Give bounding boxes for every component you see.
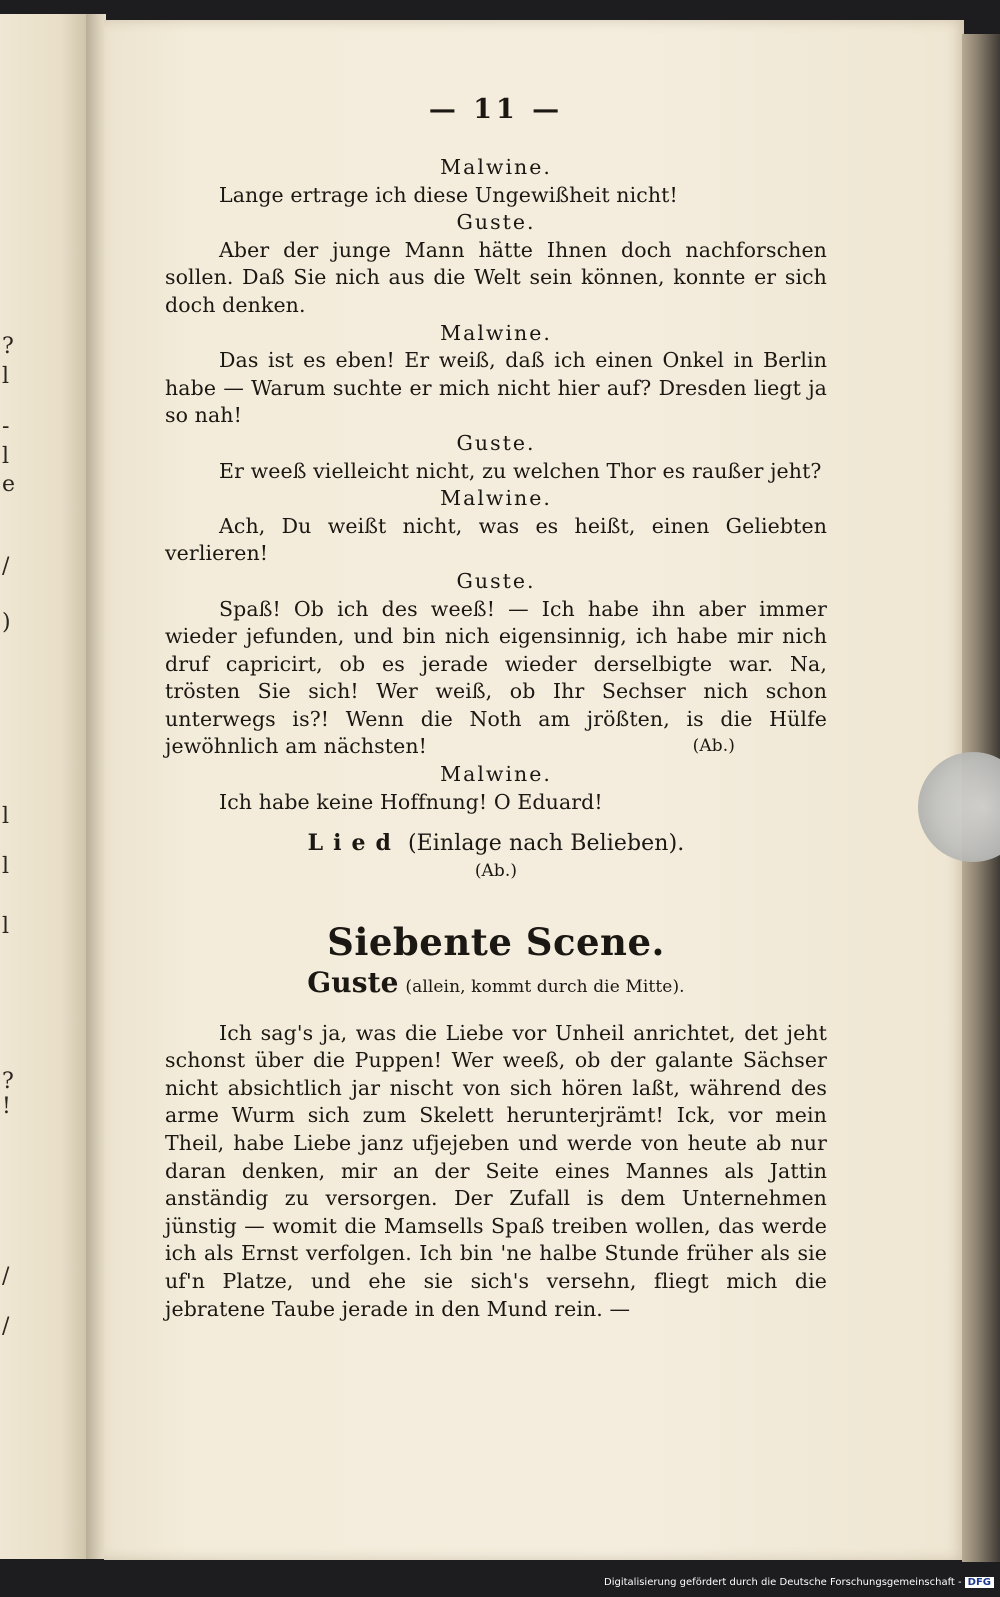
dialogue-text: Das ist es eben! Er weiß, daß ich einen Onkel in Berlin habe — Warum suchte er mich nicht hier auf? Dresden liegt ja so nah! [165,348,827,428]
footer-text: Digitalisierung gefördert durch die Deutsche Forschungsgemeinschaft - [604,1577,962,1588]
dialogue-text-content: Spaß! Ob ich des weeß! — Ich habe ihn aber immer wieder jefunden, und bin nich eigensinnig, ich habe mir nich druf capricirt, ob es jerade wieder derselbigte war. Na, trösten Sie sich! Wer weiß, ob Ihr Sechser nich schon unterwegs is?! Wenn die Noth am jrößten, is die Hülfe jewöhnlich am nächsten! [165,596,827,759]
margin-char: ) [2,610,11,635]
song-heading: Lied [307,830,401,857]
margin-char: ? [2,1069,14,1094]
left-page [0,14,88,1559]
speaker-name: Guste. [456,210,536,235]
margin-char: l [2,364,10,389]
dialogue-text: Ach, Du weißt nicht, was es heißt, einen Geliebten verlieren! [165,513,827,566]
margin-char: l [2,444,10,469]
dialogue-text [165,596,827,762]
margin-char: / [2,554,10,579]
speaker-name: Malwine. [440,762,552,787]
speaker-name: Malwine. [440,320,552,345]
margin-char: / [2,1264,10,1289]
footer-credit [600,1577,994,1593]
speaker-name: Malwine. [440,155,552,179]
stage-direction: (Ab.) [474,860,518,881]
scene-character: Guste [307,966,399,1000]
dialogue-text: Lange ertrage ich diese Ungewißheit nicht! [219,182,678,207]
song-line [165,830,827,858]
scene-direction: (allein, kommt durch die Mitte). [405,977,685,998]
margin-char: ? [2,334,14,359]
dialogue-text: Ich habe keine Hoffnung! O Eduard! [219,789,603,814]
song-note: (Einlage nach Belieben). [407,831,685,857]
speaker-name: Malwine. [440,486,552,511]
dfg-logo: DFG [965,1577,994,1588]
margin-char: ! [2,1094,11,1119]
margin-char: - [2,414,10,439]
page-body [165,154,827,1323]
dialogue-text: Aber der junge Mann hätte Ihnen doch nachforschen sollen. Daß Sie nich aus die Welt sein können, konnte er sich doch denken. [165,237,827,317]
margin-char: l [2,914,10,939]
page-number: — 11 — [428,94,564,125]
margin-char: l [2,804,10,829]
margin-char: / [2,1314,10,1339]
scene-title: Siebente Scene. [327,920,665,965]
dialogue-text: Er weeß vielleicht nicht, zu welchen Thor es raußer jeht? [219,458,822,483]
scene-subtitle [165,966,827,1002]
stage-direction: (Ab.) [692,736,735,757]
speaker-name: Guste. [456,430,536,455]
monologue-text: Ich sag's ja, was die Liebe vor Unheil anrichtet, det jeht schonst über die Puppen! Wer weeß, ob der galante Sächser nicht absichtlich jar nischt von sich hören laßt, während des arme Wurm sich zum Skelett herunterjrämt! Ick, vor mein Theil, habe Liebe janz ufjejeben und werde von heute ab nur daran denken, mir an der Seite eines Mannes als Jattin anständig zu versorgen. Der Zufall is dem Unternehmen jünstig — womit die Mamsells Spaß treiben wollen, das werde ich als Ernst verfolgen. Ich bin 'ne halbe Stunde früher als sie uf'n Platze, und ehe sie sich's versehn, fliegt mich die jebratene Taube jerade in den Mund rein. — [165,1020,827,1321]
margin-char: e [2,472,16,497]
book-spine [86,14,106,1559]
speaker-name: Guste. [456,568,536,593]
margin-char: l [2,854,10,879]
